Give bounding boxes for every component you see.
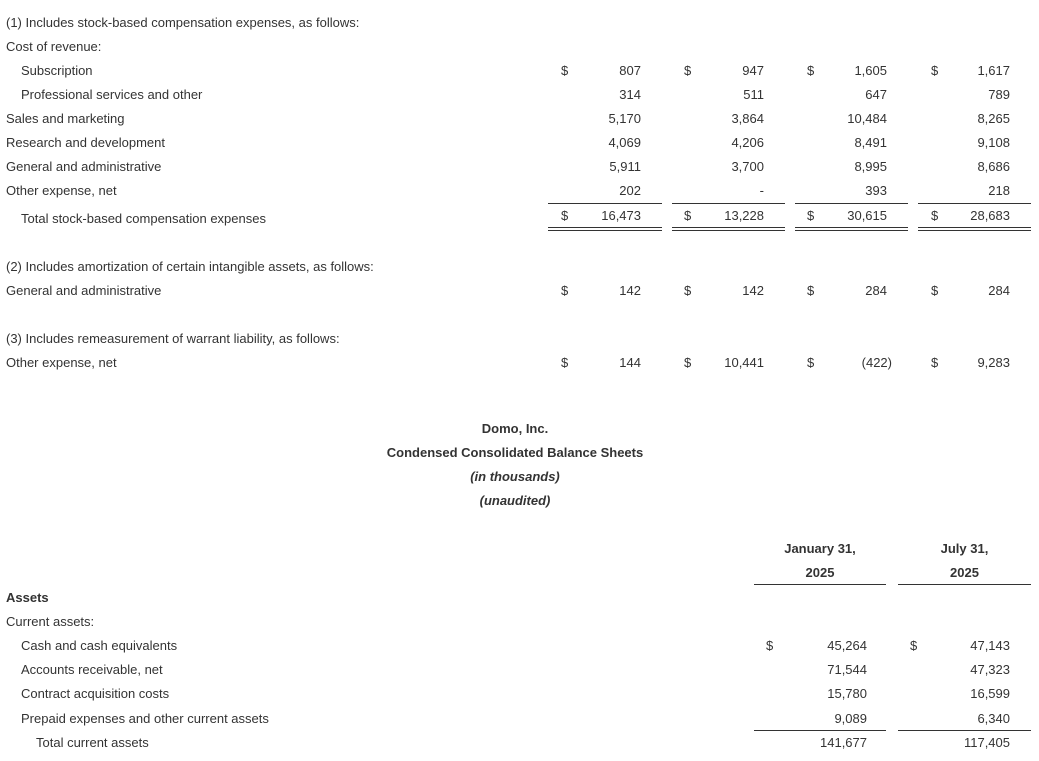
row-label-subscription: Subscription — [21, 63, 93, 78]
dollar-sign: $ — [931, 355, 939, 370]
value-cell: 3,864 — [731, 111, 764, 126]
value-cell: 202 — [619, 183, 641, 198]
value-cell: 6,340 — [977, 711, 1010, 726]
value-cell: 142 — [742, 283, 764, 298]
value-cell: 71,544 — [827, 662, 867, 677]
value-cell: 647 — [865, 87, 887, 102]
value-cell: 9,108 — [977, 135, 1010, 150]
amortization-heading: (2) Includes amortization of certain intangible assets, as follows: — [6, 259, 374, 274]
row-label-receivables: Accounts receivable, net — [21, 662, 163, 677]
total-double-rule — [918, 227, 1031, 231]
value-cell: 284 — [988, 283, 1010, 298]
total-sbc-label: Total stock-based compensation expenses — [21, 211, 266, 226]
column-header-jul-year: 2025 — [950, 565, 979, 580]
audit-note: (unaudited) — [479, 493, 551, 508]
current-assets-label: Current assets: — [6, 614, 95, 629]
dollar-sign: $ — [807, 283, 815, 298]
value-cell: 218 — [988, 183, 1010, 198]
total-value: 28,683 — [970, 208, 1010, 223]
subtotal-rule — [898, 730, 1031, 731]
dollar-sign: $ — [561, 283, 569, 298]
row-label-other-expense: Other expense, net — [6, 183, 117, 198]
value-cell: 3,700 — [731, 159, 764, 174]
value-cell: 947 — [742, 63, 764, 78]
value-cell: 8,686 — [977, 159, 1010, 174]
value-cell: 10,484 — [847, 111, 887, 126]
row-label-cash: Cash and cash equivalents — [21, 638, 178, 653]
row-label-general-administrative: General and administrative — [6, 159, 162, 174]
value-cell: 4,206 — [731, 135, 764, 150]
total-double-rule — [795, 227, 908, 231]
value-cell: 511 — [743, 87, 764, 102]
dollar-sign: $ — [910, 638, 918, 653]
dollar-sign: $ — [807, 63, 815, 78]
column-header-jan: January 31, — [784, 541, 856, 556]
sbc-heading: (1) Includes stock-based compensation expenses, as follows: — [6, 15, 360, 30]
value-cell: 393 — [865, 183, 887, 198]
value-cell: 5,911 — [609, 159, 641, 174]
value-cell: 45,264 — [827, 638, 867, 653]
dollar-sign: $ — [684, 355, 692, 370]
value-cell: 789 — [988, 87, 1010, 102]
total-value: 30,615 — [847, 208, 887, 223]
value-cell: 47,143 — [970, 638, 1010, 653]
dollar-sign: $ — [684, 63, 692, 78]
cost-of-revenue-label: Cost of revenue: — [6, 39, 102, 54]
row-label-general-administrative: General and administrative — [6, 283, 162, 298]
subtotal-rule — [754, 730, 886, 731]
value-cell: 4,069 — [608, 135, 641, 150]
row-label-contract-costs: Contract acquisition costs — [21, 686, 170, 701]
dollar-sign: $ — [807, 355, 815, 370]
value-cell: 284 — [865, 283, 887, 298]
statement-title: Condensed Consolidated Balance Sheets — [386, 445, 644, 460]
warrant-heading: (3) Includes remeasurement of warrant liability, as follows: — [6, 331, 340, 346]
value-cell: 8,995 — [854, 159, 887, 174]
dollar-sign: $ — [931, 208, 939, 223]
subtotal-rule — [918, 203, 1031, 204]
dollar-sign: $ — [561, 208, 569, 223]
dollar-sign: $ — [561, 63, 569, 78]
row-label-sales-marketing: Sales and marketing — [6, 111, 125, 126]
subtotal-rule — [795, 203, 908, 204]
value-cell: 144 — [619, 355, 641, 370]
total-current-assets-label: Total current assets — [36, 735, 149, 750]
dollar-sign: $ — [766, 638, 774, 653]
dollar-sign: $ — [684, 283, 692, 298]
column-header-jan-year: 2025 — [805, 565, 835, 580]
column-header-jul: July 31, — [940, 541, 989, 556]
total-value: 141,677 — [820, 735, 867, 750]
row-label-research-development: Research and development — [6, 135, 165, 150]
total-value: 117,405 — [963, 735, 1010, 750]
value-cell: - — [759, 183, 764, 198]
total-value: 16,473 — [601, 208, 641, 223]
dollar-sign: $ — [931, 283, 939, 298]
dollar-sign: $ — [684, 208, 692, 223]
value-cell: 314 — [619, 87, 641, 102]
value-cell: 8,265 — [977, 111, 1010, 126]
value-cell: 16,599 — [970, 686, 1010, 701]
units-note: (in thousands) — [470, 469, 560, 484]
value-cell: 15,780 — [827, 686, 867, 701]
row-label-professional-services: Professional services and other — [21, 87, 203, 102]
value-cell: 9,089 — [834, 711, 867, 726]
assets-heading: Assets — [6, 590, 49, 605]
value-cell: 1,617 — [977, 63, 1010, 78]
header-rule — [754, 584, 886, 585]
value-cell: 807 — [619, 63, 641, 78]
value-cell: 1,605 — [854, 63, 887, 78]
total-value: 13,228 — [724, 208, 764, 223]
value-cell: 5,170 — [608, 111, 641, 126]
value-cell: 10,441 — [724, 355, 764, 370]
value-cell: 47,323 — [970, 662, 1010, 677]
subtotal-rule — [548, 203, 662, 204]
value-cell: 9,283 — [977, 355, 1010, 370]
value-cell: 142 — [619, 283, 641, 298]
header-rule — [898, 584, 1031, 585]
total-double-rule — [672, 227, 785, 231]
company-name: Domo, Inc. — [481, 421, 549, 436]
row-label-prepaid: Prepaid expenses and other current assets — [21, 711, 269, 726]
dollar-sign: $ — [931, 63, 939, 78]
dollar-sign: $ — [807, 208, 815, 223]
row-label-other-expense: Other expense, net — [6, 355, 117, 370]
value-cell: 8,491 — [854, 135, 887, 150]
subtotal-rule — [672, 203, 785, 204]
total-double-rule — [548, 227, 662, 231]
value-cell: (422) — [861, 355, 892, 370]
dollar-sign: $ — [561, 355, 569, 370]
